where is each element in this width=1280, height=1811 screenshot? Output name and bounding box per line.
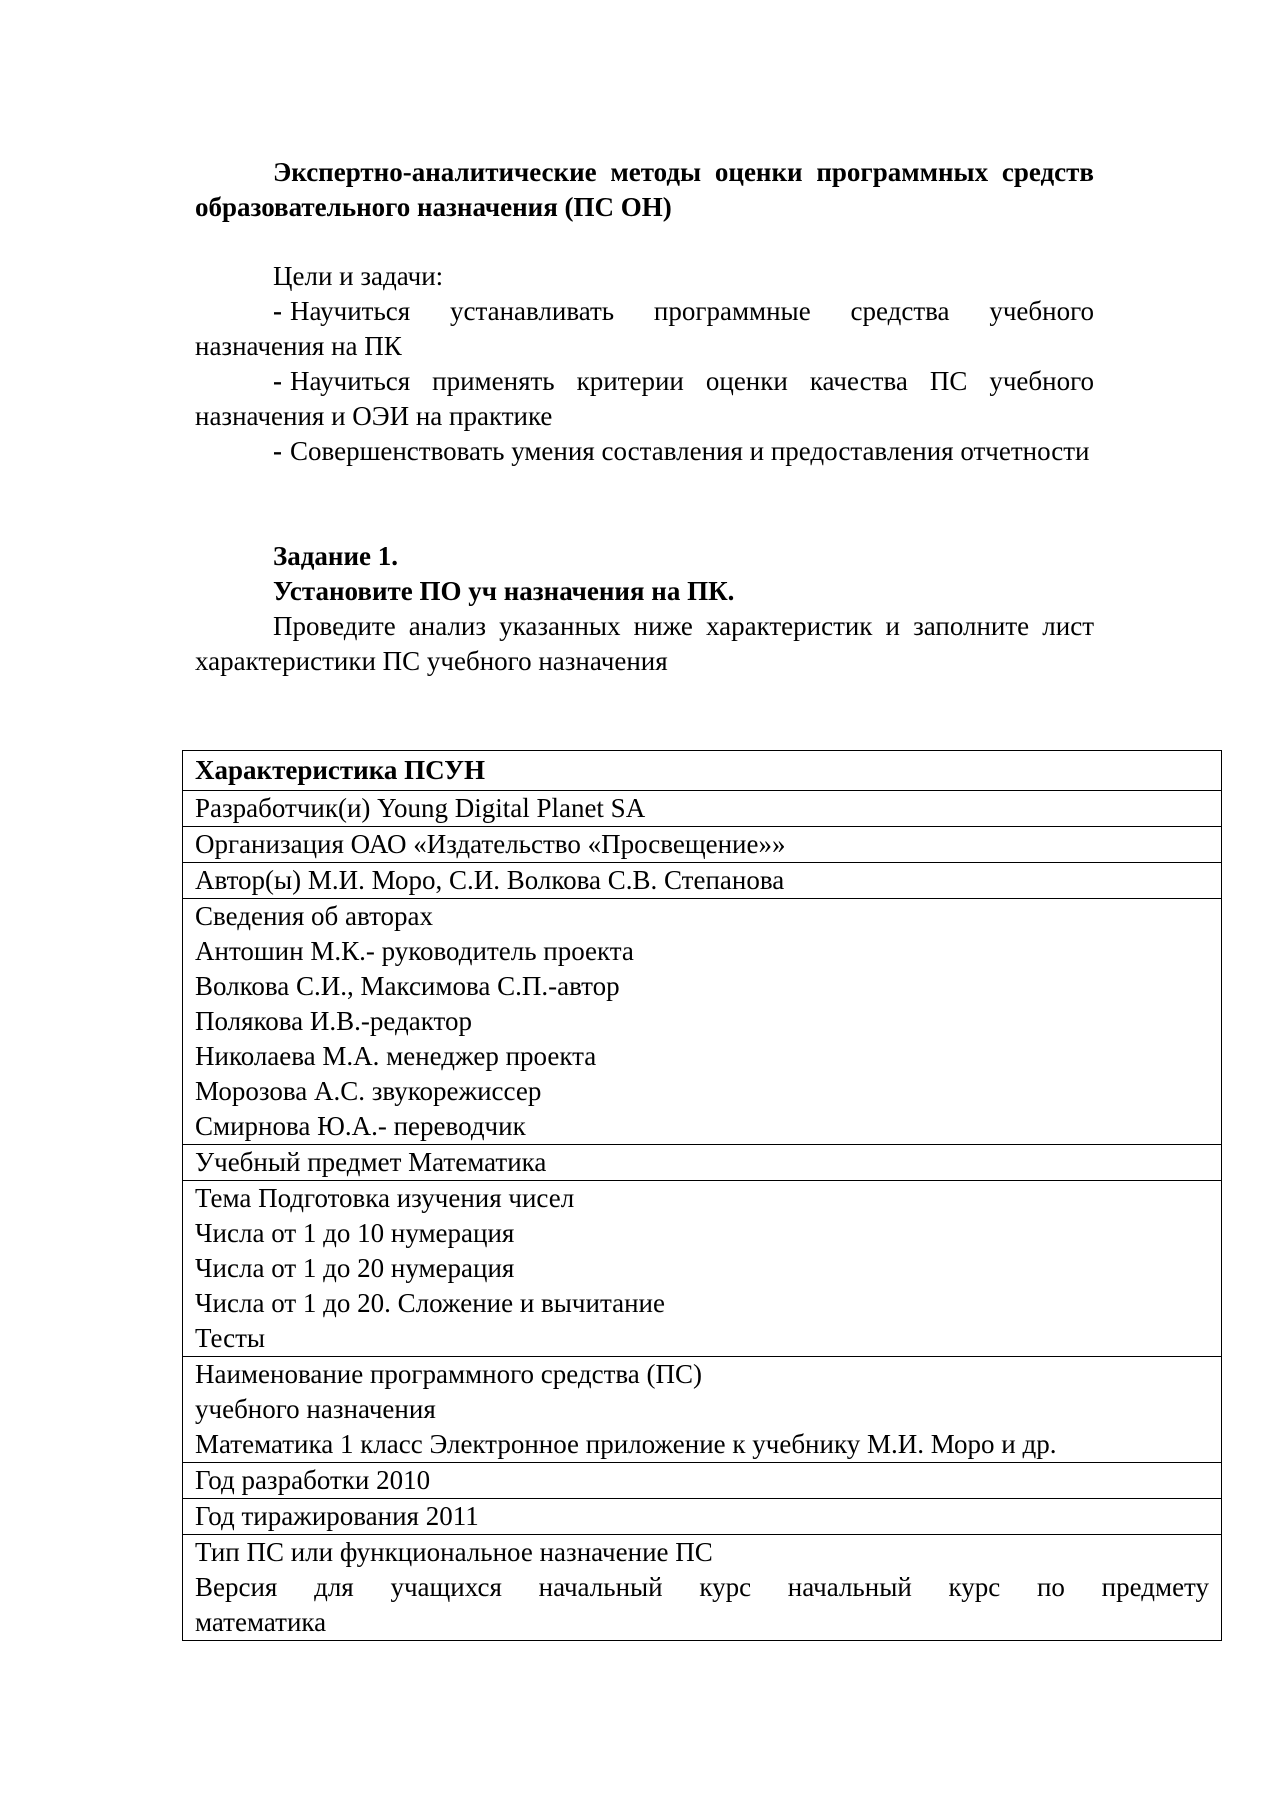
goal-item — [195, 364, 1094, 434]
table-row — [183, 1145, 1222, 1181]
cell-line: Смирнова Ю.А.- переводчик — [195, 1111, 526, 1141]
cell-line: Волкова С.И., Максимова С.П.-автор — [195, 971, 620, 1001]
task-heading: Задание 1. — [273, 541, 399, 571]
goals-heading: Цели и задачи: — [273, 261, 444, 291]
topic-cell — [183, 1181, 1222, 1357]
document-title: Экспертно-аналитические методы оценки программных средств образовательного назначения (ПС ОН) — [195, 157, 1094, 222]
table-row — [183, 1181, 1222, 1357]
cell-line: Антошин М.К.- руководитель проекта — [195, 936, 634, 966]
table-row — [183, 1463, 1222, 1499]
goal-text: Научиться применять критерии оценки качества ПС учебного назначения и ОЭИ на практике — [195, 366, 1094, 431]
table-header: Характеристика ПСУН — [183, 751, 1222, 791]
cell-line: Тесты — [195, 1323, 266, 1353]
subject-cell: Учебный предмет Математика — [183, 1145, 1222, 1181]
cell-line: Числа от 1 до 20 нумерация — [195, 1253, 515, 1283]
cell-line: Полякова И.В.-редактор — [195, 1006, 472, 1036]
goal-text: Совершенствовать умения составления и предоставления отчетности — [290, 436, 1090, 466]
task-text: Проведите анализ указанных ниже характеристик и заполните лист характеристики ПС учебного назначения — [195, 611, 1094, 676]
spacer — [195, 225, 1094, 259]
developer-cell: Разработчик(и) Young Digital Planet SA — [183, 791, 1222, 827]
document-body — [195, 155, 1094, 679]
bullet-dash: - — [273, 366, 282, 396]
cell-line: Николаева М.А. менеджер проекта — [195, 1041, 597, 1071]
task-subheading: Установите ПО уч назначения на ПК. — [273, 576, 735, 606]
year-replicated-cell: Год тиражирования 2011 — [183, 1499, 1222, 1535]
table-row — [183, 1535, 1222, 1641]
software-type-cell — [183, 1535, 1222, 1641]
bullet-dash: - — [273, 436, 282, 466]
cell-line: Числа от 1 до 10 нумерация — [195, 1218, 515, 1248]
authors-cell: Автор(ы) М.И. Моро, С.И. Волкова С.В. Степанова — [183, 863, 1222, 899]
organization-cell: Организация ОАО «Издательство «Просвещение»» — [183, 827, 1222, 863]
table-row — [183, 751, 1222, 791]
cell-line: Тип ПС или функциональное назначение ПС — [195, 1537, 713, 1567]
goal-item — [195, 294, 1094, 364]
goal-item — [195, 434, 1094, 469]
authors-info-cell — [183, 899, 1222, 1145]
cell-line: Сведения об авторах — [195, 901, 433, 931]
cell-line: Математика 1 класс Электронное приложение к учебнику М.И. Моро и др. — [195, 1429, 1057, 1459]
cell-line: Тема Подготовка изучения чисел — [195, 1183, 575, 1213]
bullet-dash: - — [273, 296, 282, 326]
cell-line: Наименование программного средства (ПС) — [195, 1359, 702, 1389]
year-developed-cell: Год разработки 2010 — [183, 1463, 1222, 1499]
cell-line: Числа от 1 до 20. Сложение и вычитание — [195, 1288, 665, 1318]
software-name-cell — [183, 1357, 1222, 1463]
cell-line: учебного назначения — [195, 1394, 436, 1424]
table-row — [183, 827, 1222, 863]
table-row — [183, 899, 1222, 1145]
goal-text: Научиться устанавливать программные средства учебного назначения на ПК — [195, 296, 1094, 361]
psun-table — [182, 750, 1222, 1641]
table-row — [183, 791, 1222, 827]
table-row — [183, 863, 1222, 899]
table-row — [183, 1499, 1222, 1535]
characteristics-table — [182, 750, 1222, 1641]
spacer — [195, 469, 1094, 539]
cell-line: Морозова А.С. звукорежиссер — [195, 1076, 542, 1106]
cell-line: Версия для учащихся начальный курс начальный курс по предмету — [195, 1572, 1209, 1602]
table-row — [183, 1357, 1222, 1463]
cell-line: математика — [195, 1607, 327, 1637]
